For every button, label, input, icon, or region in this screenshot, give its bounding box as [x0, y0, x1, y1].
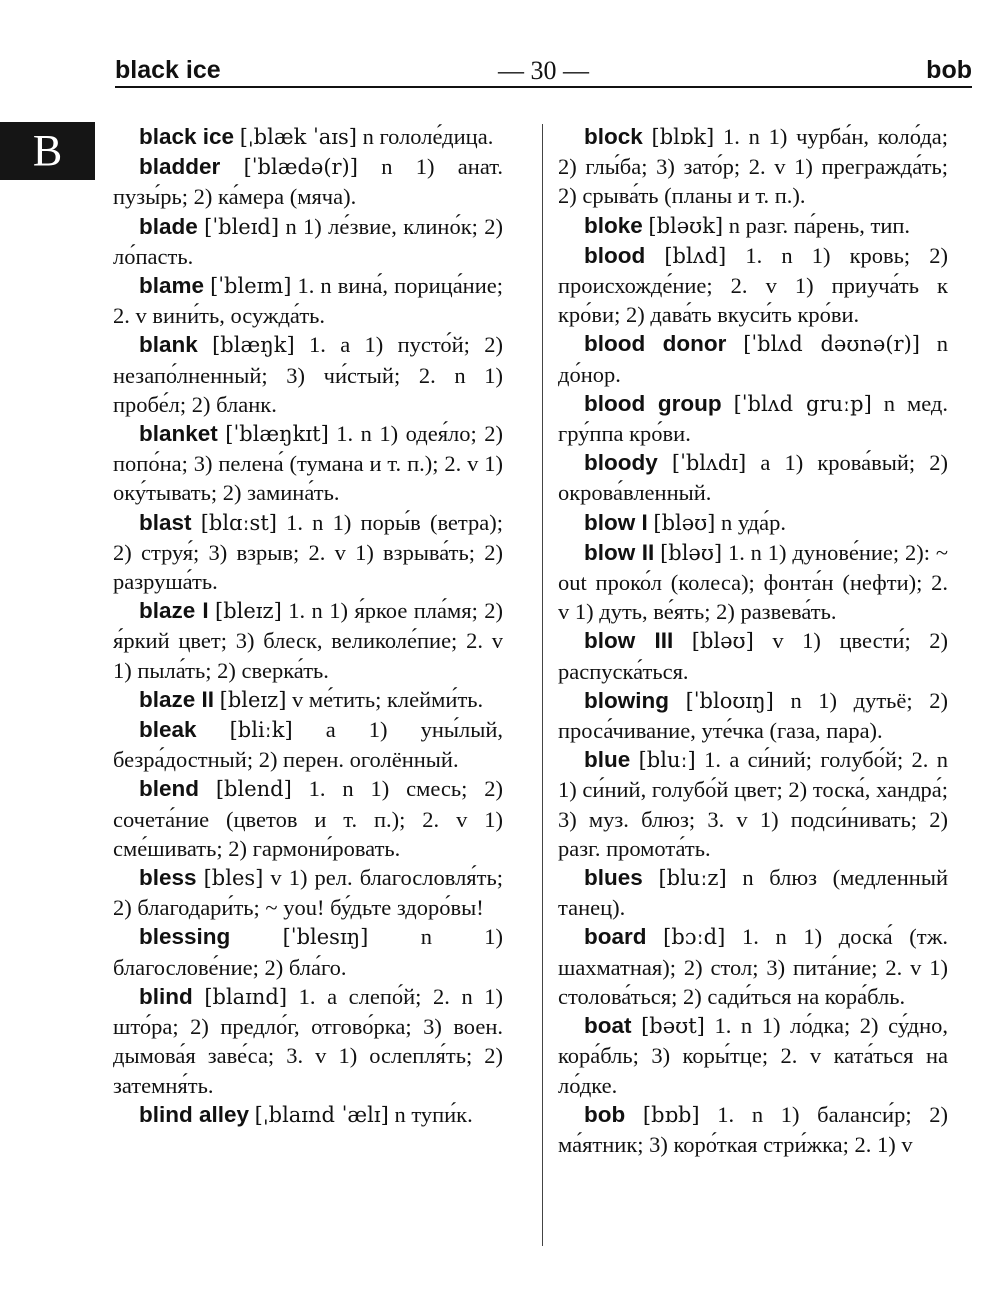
headword: blowing — [584, 687, 669, 713]
headword: blade — [139, 213, 198, 239]
transcription: [bluː] — [638, 748, 696, 773]
headword: blind alley — [139, 1101, 250, 1127]
transcription: [bluːz] — [658, 866, 727, 891]
transcription: [bləʊ] — [691, 629, 754, 654]
dictionary-entry — [558, 922, 948, 1011]
headword: bless — [139, 865, 197, 891]
headword: board — [584, 924, 647, 950]
definition: 1. n 1) чурба́н, коло́да; 2) глы́ба; 3) зато́р; 2. v 1) прегражда́ть; 2) срыва́ть (планы и т. п.). — [558, 124, 948, 209]
headword: blood — [584, 242, 646, 268]
headword: block — [584, 124, 643, 149]
dictionary-entry — [558, 745, 948, 863]
definition: n блюз (медленный танец). — [558, 865, 948, 921]
headword: bloody — [584, 450, 658, 476]
dictionary-entry — [558, 863, 948, 922]
definition: 1. a си́ний; голубо́й; 2. n 1) си́ний, голубо́й цвет; 2) тоска́, хандра́; 3) муз. блюз; 3. v 1) подси́нивать; 2) разг. промота́ть. — [558, 747, 948, 861]
dictionary-entry — [558, 626, 948, 685]
dictionary-entry — [558, 448, 948, 507]
headword: blow III — [584, 628, 674, 654]
definition: 1. n 1) одея́ло; 2) попо́на; 3) пелена́ (тумана и т. п.); 2. v 1) оку́тывать; 2) замина́ть. — [113, 421, 503, 506]
definition: n гололе́дица. — [362, 124, 494, 149]
headword: blow II — [584, 539, 655, 565]
transcription: [ˌblaɪnd ˈælɪ] — [254, 1102, 389, 1127]
transcription: [bɒb] — [642, 1102, 700, 1127]
headword: blood donor — [584, 331, 727, 357]
headword: blue — [584, 747, 631, 773]
definition: v 1) рел. благословля́ть; 2) благодари́ть; ~ you! бу́дьте здоро́вы! — [113, 865, 503, 921]
dictionary-entry — [558, 538, 948, 627]
definition: a 1) уны́лый, безра́достный; 2) перен. оголённый. — [113, 717, 503, 773]
definition: n 1) ле́звие, клино́к; 2) ло́пасть. — [113, 213, 503, 269]
definition: 1. a 1) пусто́й; 2) незапо́лненный; 3) чи́стый; 2. n 1) пробе́л; 2) бланк. — [113, 332, 503, 417]
headword: bob — [584, 1101, 626, 1127]
definition: v ме́тить; клейми́ть. — [292, 686, 484, 712]
dictionary-entry — [558, 1100, 948, 1159]
dictionary-entry — [113, 774, 503, 863]
headword: blanket — [139, 421, 218, 447]
transcription: [bɔːd] — [663, 925, 726, 950]
definition: n 1) дутьё; 2) проса́чивание, уте́чка (газа, пара). — [558, 687, 948, 744]
definition: 1. n 1) доска́ (тж. шахматная); 2) стол; 3) пита́ние; 2. v 1) столова́ться; 2) сади́ться на кора́бль. — [558, 924, 948, 1009]
dictionary-entry — [113, 152, 503, 211]
transcription: [ˈbleɪm] — [210, 274, 292, 299]
headword: bladder — [139, 154, 221, 180]
transcription: [blʌd] — [664, 243, 727, 268]
definition: 1. n 1) кровь; 2) происхожде́ние; 2. v 1) приуча́ть к кро́ви; 2) дава́ть вкуси́ть кро́ви. — [558, 242, 948, 328]
headword: bleak — [139, 717, 197, 743]
dictionary-entry — [113, 685, 503, 715]
definition: 1. n вина́, порица́ние; 2. v вини́ть, осужда́ть. — [113, 273, 503, 329]
dictionary-entry — [558, 241, 948, 330]
transcription: [ˈblesɪŋ] — [282, 925, 369, 950]
dictionary-entry — [113, 922, 503, 981]
dictionary-entry — [113, 863, 503, 922]
dictionary-entry — [113, 122, 503, 152]
definition: n тупи́к. — [394, 1101, 473, 1127]
dictionary-entry — [558, 389, 948, 448]
page-number: — 30 — — [498, 56, 589, 85]
transcription: [ˈblʌdɪ] — [671, 451, 747, 476]
right-column — [558, 122, 948, 1252]
transcription: [blaɪnd] — [204, 984, 288, 1009]
dictionary-entry — [558, 329, 948, 388]
headword: blow I — [584, 509, 648, 535]
transcription: [blend] — [215, 777, 292, 802]
transcription: [ˈblʌd dəʊnə(r)] — [743, 332, 920, 357]
headword: blank — [139, 332, 198, 358]
dictionary-entry — [113, 271, 503, 330]
transcription: [ˈblædə(r)] — [243, 155, 358, 180]
definition: 1. n 1) смесь; 2) сочета́ние (цветов и т. п.); 2. v 1) сме́шивать; 2) гармони́ровать. — [113, 776, 503, 861]
transcription: [ˌblæk ˈaɪs] — [239, 125, 357, 149]
definition: 1. n 1) баланси́р; 2) ма́ятник; 3) коро́ткая стри́жка; 2. 1) v — [558, 1101, 948, 1157]
transcription: [bləʊk] — [648, 213, 724, 238]
definition: 1. n 1) я́ркое пла́мя; 2) я́ркий цвет; 3) блеск, великоле́пие; 2. v 1) пыла́ть; 2) сверка́ть. — [113, 598, 503, 683]
dictionary-entry — [113, 419, 503, 508]
dictionary-entry — [558, 508, 948, 538]
dictionary-entry — [113, 715, 503, 774]
dictionary-entry — [113, 330, 503, 419]
dictionary-entry — [113, 1100, 503, 1130]
headword: bloke — [584, 212, 643, 238]
transcription: [ˈblʌd gruːp] — [733, 391, 872, 416]
definition: n 1) анат. пузы́рь; 2) ка́мера (мяча). — [113, 154, 503, 210]
definition: n до́нор. — [558, 331, 948, 387]
dictionary-entry — [113, 212, 503, 271]
dictionary-entry — [558, 122, 948, 211]
headword: boat — [584, 1013, 632, 1039]
headword: blood group — [584, 390, 722, 416]
headword: blame — [139, 273, 205, 299]
transcription: [bəʊt] — [641, 1014, 705, 1039]
definition: v 1) цвести́; 2) распуска́ться. — [558, 628, 948, 684]
header-first-word: black ice — [115, 56, 221, 84]
column-divider — [542, 124, 543, 1246]
definition: a 1) крова́вый; 2) окрова́вленный. — [558, 450, 948, 506]
headword: blessing — [139, 924, 231, 950]
definition: n 1) благослове́ние; 2) бла́го. — [113, 924, 503, 980]
dictionary-entry — [558, 211, 948, 241]
definition: n мед. гру́ппа кро́ви. — [558, 390, 948, 447]
definition: n разг. па́рень, тип. — [728, 212, 911, 238]
transcription: [blɑːst] — [200, 510, 277, 535]
definition: 1. a слепо́й; 2. n 1) што́ра; 2) предло́г, отгово́рка; 3) воен. дымова́я заве́са; 3. v 1) ослепля́ть; 2) затемня́ть. — [113, 983, 503, 1098]
headword: blaze I — [139, 598, 209, 624]
transcription: [bles] — [203, 866, 264, 891]
header-last-word: bob — [926, 56, 972, 84]
transcription: [bləʊ] — [660, 540, 723, 565]
transcription: [bleɪz] — [215, 599, 282, 624]
headword: blues — [584, 865, 643, 891]
definition: 1. n 1) дунове́ние; 2): ~ out проко́л (колеса); фонта́н (нефти); 2. v 1) дуть, ве́ять; 2) развева́ть. — [558, 539, 948, 625]
transcription: [ˈbloʊɪŋ] — [685, 688, 774, 713]
definition: 1. n 1) поры́в (ветра); 2) струя́; 3) взрыв; 2. v 1) взрыва́ть; 2) разруша́ть. — [113, 509, 503, 595]
transcription: [ˈbleɪd] — [204, 214, 280, 239]
transcription: [blɒk] — [651, 125, 715, 149]
transcription: [bleɪz] — [219, 687, 287, 712]
dictionary-entry — [558, 1011, 948, 1100]
dictionary-entry — [113, 508, 503, 597]
left-column — [113, 122, 503, 1252]
headword: blind — [139, 983, 193, 1009]
transcription: [blæŋk] — [212, 333, 295, 358]
dictionary-entry — [558, 686, 948, 745]
headword: blast — [139, 509, 192, 535]
headword: black ice — [139, 124, 235, 149]
section-letter-tab: B — [0, 122, 95, 180]
definition: n уда́р. — [721, 509, 787, 535]
headword: blend — [139, 776, 199, 802]
headword: blaze II — [139, 686, 215, 712]
dictionary-entry — [113, 982, 503, 1100]
running-header — [115, 52, 972, 88]
transcription: [bliːk] — [229, 718, 293, 743]
transcription: [ˈblæŋkɪt] — [225, 422, 329, 447]
definition: 1. n 1) ло́дка; 2) су́дно, кора́бль; 3) коры́тце; 2. v ката́ться на ло́дке. — [558, 1013, 948, 1098]
transcription: [bləʊ] — [653, 510, 716, 535]
dictionary-entry — [113, 596, 503, 685]
